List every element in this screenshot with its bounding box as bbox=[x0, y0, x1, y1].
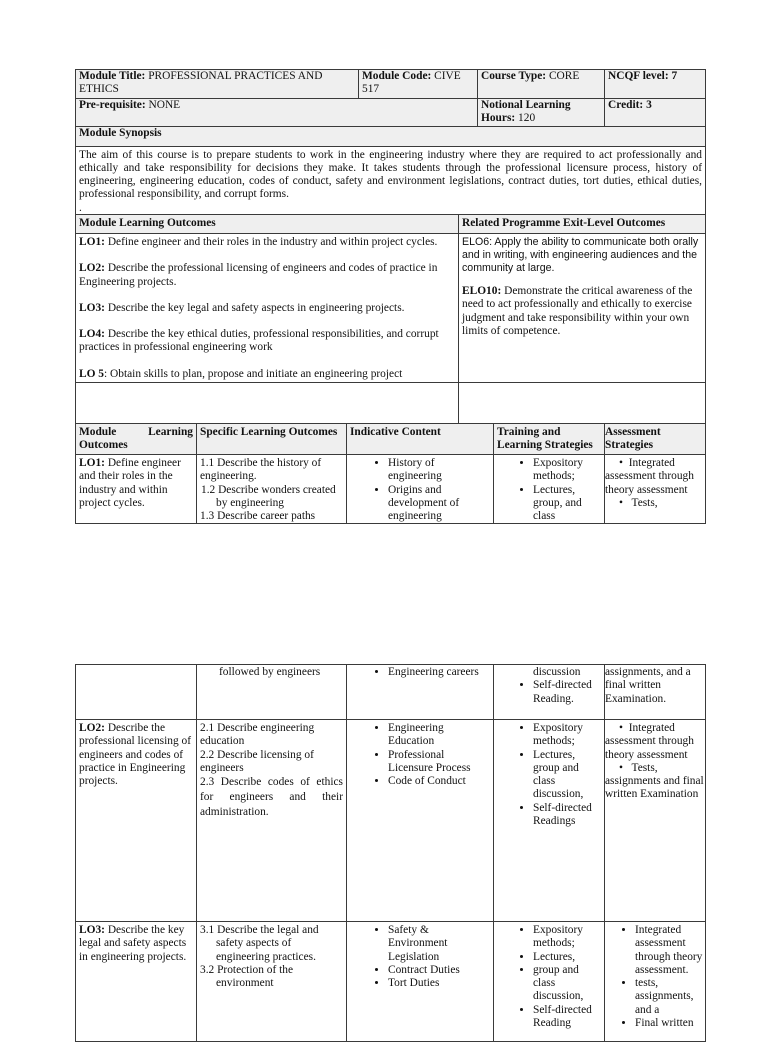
empty-cell-left bbox=[76, 383, 459, 424]
row2-learning-outcome: LO2: Describe the professional licensing of engineers and codes of practice in Engineering projects. bbox=[76, 720, 197, 922]
header-specific-learning-outcomes: Specific Learning Outcomes bbox=[197, 424, 347, 455]
lo5-item: LO 5: Obtain skills to plan, propose and initiate an engineering project bbox=[79, 367, 403, 380]
module-title-cell: Module Title: PROFESSIONAL PRACTICES AND ETHICS bbox=[76, 70, 359, 99]
synopsis-text: The aim of this course is to prepare students to work in the engineering industry where they are required to act professionally and ethically and take responsibility for decisions they make. It takes students through the professional licensure process, history of engineering, engineering education, codes of conduct, safety and environment legislations, contract duties, tort duties, ethical duties, professional responsibility, and corrupt forms. . bbox=[76, 146, 706, 215]
list-item: • Tests, bbox=[619, 496, 658, 509]
list-item: • History of engineering bbox=[388, 457, 490, 484]
header-module-learning-outcomes: Module Learning Outcomes bbox=[76, 424, 197, 455]
list-item: • Lectures, bbox=[533, 951, 601, 964]
list-item: • Professional Licensure Process bbox=[388, 749, 490, 776]
list-item: • Contract Duties bbox=[388, 964, 490, 977]
exit-level-outcomes-heading: Related Programme Exit-Level Outcomes bbox=[459, 215, 706, 234]
learning-outcomes-list bbox=[76, 234, 459, 383]
lo1-item: LO1: Define engineer and their roles in the industry and within project cycles. bbox=[79, 236, 438, 248]
list-item: • Self-directed Readings bbox=[533, 802, 601, 829]
list-item: • Lectures, group and class discussion, bbox=[533, 749, 601, 802]
list-item: • Lectures, group, and class bbox=[533, 484, 601, 524]
list-item: • Engineering careers bbox=[388, 666, 490, 679]
list-item: • Code of Conduct bbox=[388, 775, 490, 788]
list-item: • Tests, assignments and final written Examination bbox=[605, 761, 704, 801]
list-item: • Integrated assessment through theory assessment bbox=[605, 722, 694, 761]
ncqf-level-cell: NCQF level: 7 bbox=[605, 70, 706, 99]
list-item: • Tort Duties bbox=[388, 977, 490, 990]
exit-level-outcomes-list bbox=[459, 234, 706, 383]
row2-assessment bbox=[605, 720, 706, 922]
row1-learning-outcome: LO1: Define engineer and their roles in the industry and within project cycles. bbox=[76, 455, 197, 524]
row2-indicative-content bbox=[347, 720, 494, 922]
module-learning-outcomes-heading: Module Learning Outcomes bbox=[76, 215, 459, 234]
course-type-cell: Course Type: CORE bbox=[478, 70, 605, 99]
module-header-table bbox=[75, 69, 706, 216]
row2-training-strategies bbox=[494, 720, 605, 922]
header-assessment-strategies: Assessment Strategies bbox=[605, 424, 706, 455]
row3-learning-outcome: LO3: Describe the key legal and safety aspects in engineering projects. bbox=[76, 922, 197, 1042]
row1-assessment bbox=[605, 455, 706, 524]
synopsis-heading: Module Synopsis bbox=[76, 126, 706, 146]
row1-indicative-content bbox=[347, 455, 494, 524]
lo2-item: LO2: Describe the professional licensing of engineers and codes of practice in Engineering projects. bbox=[79, 262, 438, 288]
list-item: • group and class discussion, bbox=[533, 964, 601, 1004]
row3-specific-outcomes: 3.1 Describe the legal and safety aspects of engineering practices. 3.2 Protection of the environment bbox=[197, 922, 347, 1042]
list-item: • Origins and development of engineering bbox=[388, 484, 490, 524]
header-training-strategies: Training and Learning Strategies bbox=[494, 424, 605, 455]
lo3-item: LO3: Describe the key legal and safety aspects in engineering projects. bbox=[79, 301, 405, 314]
row1-cont-assessment: assignments, and a final written Examination. bbox=[605, 665, 706, 720]
row1-cont-training-strategies: discussion • Self-directed Reading. bbox=[494, 665, 605, 720]
lo4-item: LO4: Describe the key ethical duties, professional responsibilities, and corrupt practices in professional engineering work bbox=[79, 328, 439, 354]
list-item: • Safety & Environment Legislation bbox=[388, 924, 490, 964]
detail-table-part2 bbox=[75, 664, 706, 1042]
list-item: • Expository methods; bbox=[533, 457, 601, 484]
module-code-cell: Module Code: CIVE 517 bbox=[359, 70, 478, 99]
row1-cont-indicative-content bbox=[347, 665, 494, 720]
row1-cont-specific-outcomes: followed by engineers bbox=[197, 665, 347, 720]
list-item: • Self-directed Reading bbox=[533, 1004, 601, 1031]
prerequisite-cell: Pre-requisite: NONE bbox=[76, 99, 478, 127]
header-indicative-content: Indicative Content bbox=[347, 424, 494, 455]
detail-table-part1 bbox=[75, 423, 706, 524]
list-item: • Final written bbox=[635, 1017, 705, 1030]
list-item: • tests, assignments, and a bbox=[635, 977, 705, 1017]
row2-specific-outcomes: 2.1 Describe engineering education 2.2 Describe licensing of engineers 2.3 Describe codes of ethics for engineers and their administration. bbox=[197, 720, 347, 922]
elo6-item: ELO6: Apply the ability to communicate both orally and in writing, with engineering audiences and the community at large. bbox=[462, 236, 699, 274]
row1-cont-learning-outcome bbox=[76, 665, 197, 720]
outcomes-table bbox=[75, 214, 706, 424]
notional-hours-cell: Notional Learning Hours: 120 bbox=[478, 99, 605, 127]
row1-training-strategies bbox=[494, 455, 605, 524]
elo10-item: ELO10: Demonstrate the critical awareness of the need to act professionally and ethically to exercise judgment and take responsibility within your own limits of competence. bbox=[462, 285, 693, 337]
row1-specific-outcomes: 1.1 Describe the history of engineering. 1.2 Describe wonders created by engineering 1.3 Describe career paths bbox=[197, 455, 347, 524]
empty-cell-right bbox=[459, 383, 706, 424]
list-item: • Integrated assessment through theory assessment bbox=[605, 457, 694, 496]
credit-cell: Credit: 3 bbox=[605, 99, 706, 127]
list-item: • Expository methods; bbox=[533, 924, 601, 951]
list-item: • Self-directed Reading. bbox=[533, 679, 601, 706]
list-item: • Expository methods; bbox=[533, 722, 601, 749]
list-item: • Integrated assessment through theory assessment. bbox=[635, 924, 705, 977]
list-item: • Engineering Education bbox=[388, 722, 490, 749]
